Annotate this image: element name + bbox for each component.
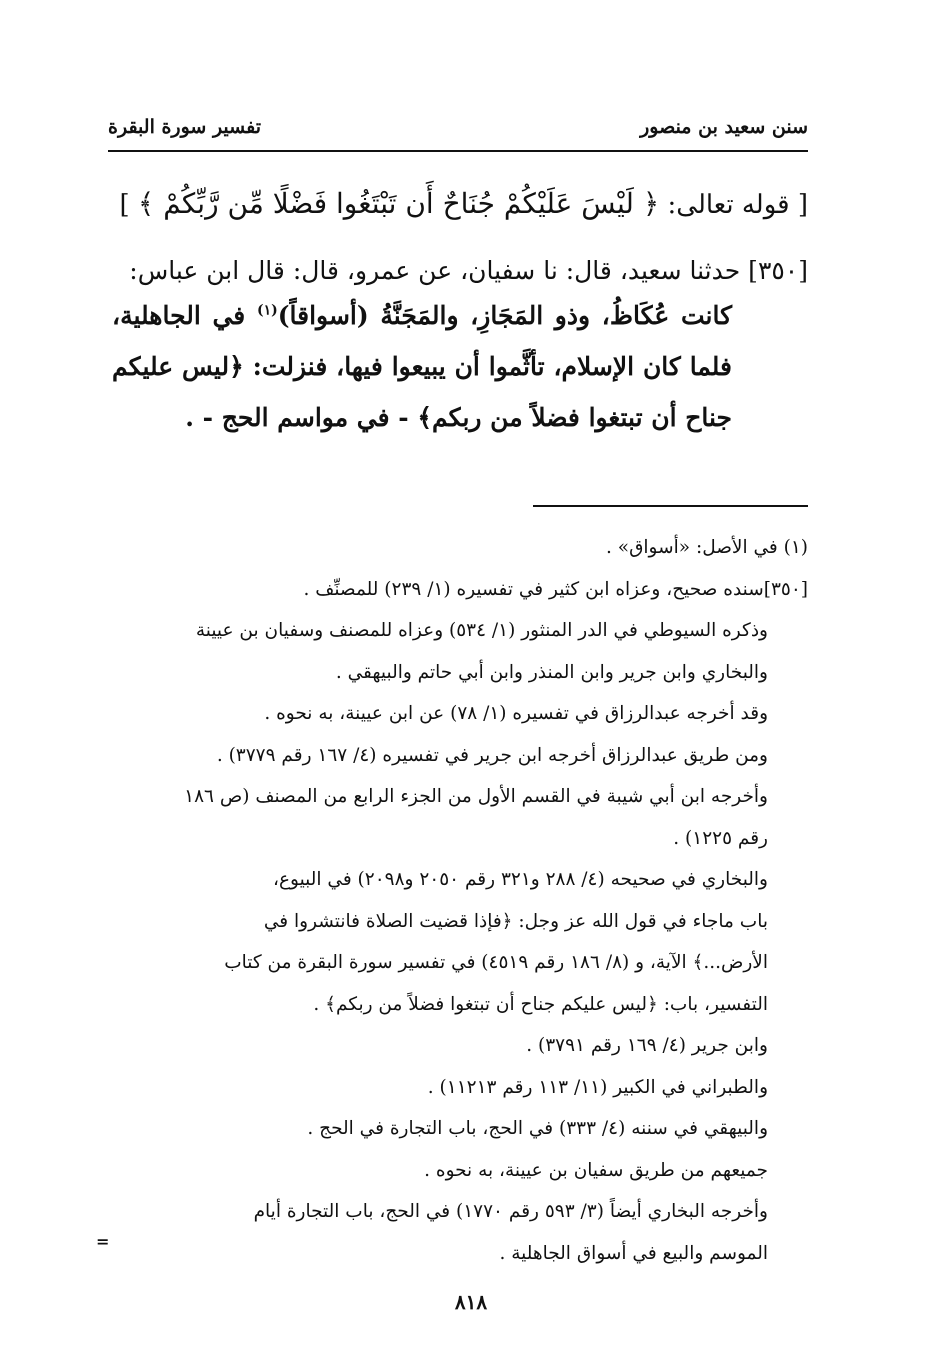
footnote-line: وذكره السيوطي في الدر المنثور (١/ ٥٣٤) وعزاه للمصنف وسفيان بن عيينة (195, 620, 768, 641)
page-number: ٨١٨ (454, 1290, 488, 1314)
footnote-line: التفسير، باب: ﴿ليس عليكم جناح أن تبتغوا فضلاً من ربكم﴾ . (313, 993, 768, 1015)
section-title: تفسير سورة البقرة (108, 116, 262, 138)
footnotes (116, 527, 808, 1274)
verse-heading (108, 182, 808, 227)
hadith-intro (118, 250, 808, 292)
footnote-line: ومن طريق عبدالرزاق أخرجه ابن جرير في تفسيره (٤/ ١٦٧ رقم ٣٧٧٩) . (216, 744, 768, 766)
footnote-line: والطبراني في الكبير (١١/ ١١٣ رقم ١١٢١٣) . (427, 1076, 768, 1098)
footnote-line: الأرض...﴾ الآية، و (٨/ ١٨٦ رقم ٤٥١٩) في تفسير سورة البقرة من كتاب (224, 952, 768, 973)
footnote-line: [٣٥٠]سنده صحيح، وعزاه ابن كثير في تفسيره (١/ ٢٣٩) للمصنِّف . (303, 578, 808, 600)
hadith-isnad: حدثنا سعيد، قال: نا سفيان، عن عمرو، قال: قال ابن عباس: (129, 256, 741, 285)
margin-mark: = (96, 1232, 110, 1251)
hadith-text-part-2: في الجاهلية، فلما كان الإسلام، تأثَّموا أن يبيعوا فيها، فنزلت: ﴿ليس عليكم جناح أن تبتغوا فضلاً من ربكم﴾ - في مواسم الحج - . (112, 301, 732, 432)
running-header (108, 110, 808, 152)
footnote-line: وأخرجه ابن أبي شيبة في القسم الأول من الجزء الرابع من المصنف (ص ١٨٦ (184, 786, 768, 807)
hadith-text (112, 290, 732, 443)
footnote-line: باب ماجاء في قول الله عز وجل: ﴿فإذا قضيت الصلاة فانتشروا في (263, 910, 768, 932)
hadith-text-part-1: كانت عُكَاظُ، وذو المَجَازِ، والمَجَنَّةُ (أسواقاً) (277, 301, 732, 330)
footnote-divider (533, 505, 808, 507)
footnote-line: رقم ١٢٢٥) . (673, 827, 768, 849)
footnote-line: وأخرجه البخاري أيضاً (٣/ ٥٩٣ رقم ١٧٧٠) في الحج، باب التجارة أيام (253, 1201, 768, 1222)
heading-intro: قوله تعالى: (667, 190, 790, 220)
hadith-number: [٣٥٠] (748, 256, 808, 285)
heading-close-bracket: ] (119, 190, 130, 220)
quran-verse: ﴿ لَيْسَ عَلَيْكُمْ جُنَاحٌ أَن تَبْتَغُوا فَضْلًا مِّن رَّبِّكُمْ ﴾ (137, 187, 660, 220)
footnote-line: جميعهم من طريق سفيان بن عيينة، به نحوه . (424, 1159, 768, 1181)
footnote-line: وابن جرير (٤/ ١٦٩ رقم ٣٧٩١) . (526, 1035, 768, 1056)
footnote-line: والبيهقي في سننه (٤/ ٣٣٣) في الحج، باب التجارة في الحج . (307, 1118, 768, 1139)
footnote-line: وقد أخرجه عبدالرزاق في تفسيره (١/ ٧٨) عن ابن عيينة، به نحوه . (264, 703, 768, 724)
footnote-line: والبخاري وابن جرير وابن المنذر وابن أبي حاتم والبيهقي . (335, 661, 768, 683)
footnote-line: والبخاري في صحيحه (٤/ ٢٨٨ و٣٢١ رقم ٢٠٥٠ و٢٠٩٨) في البيوع، (273, 869, 768, 890)
footnote-reference: (١) (256, 302, 278, 319)
book-title: سنن سعيد بن منصور (640, 116, 808, 138)
footnote-line: الموسم والبيع في أسواق الجاهلية . (499, 1242, 768, 1264)
footnote-line: (١) في الأصل: «أسواق» . (605, 537, 808, 558)
heading-open-bracket: [ (797, 190, 808, 220)
